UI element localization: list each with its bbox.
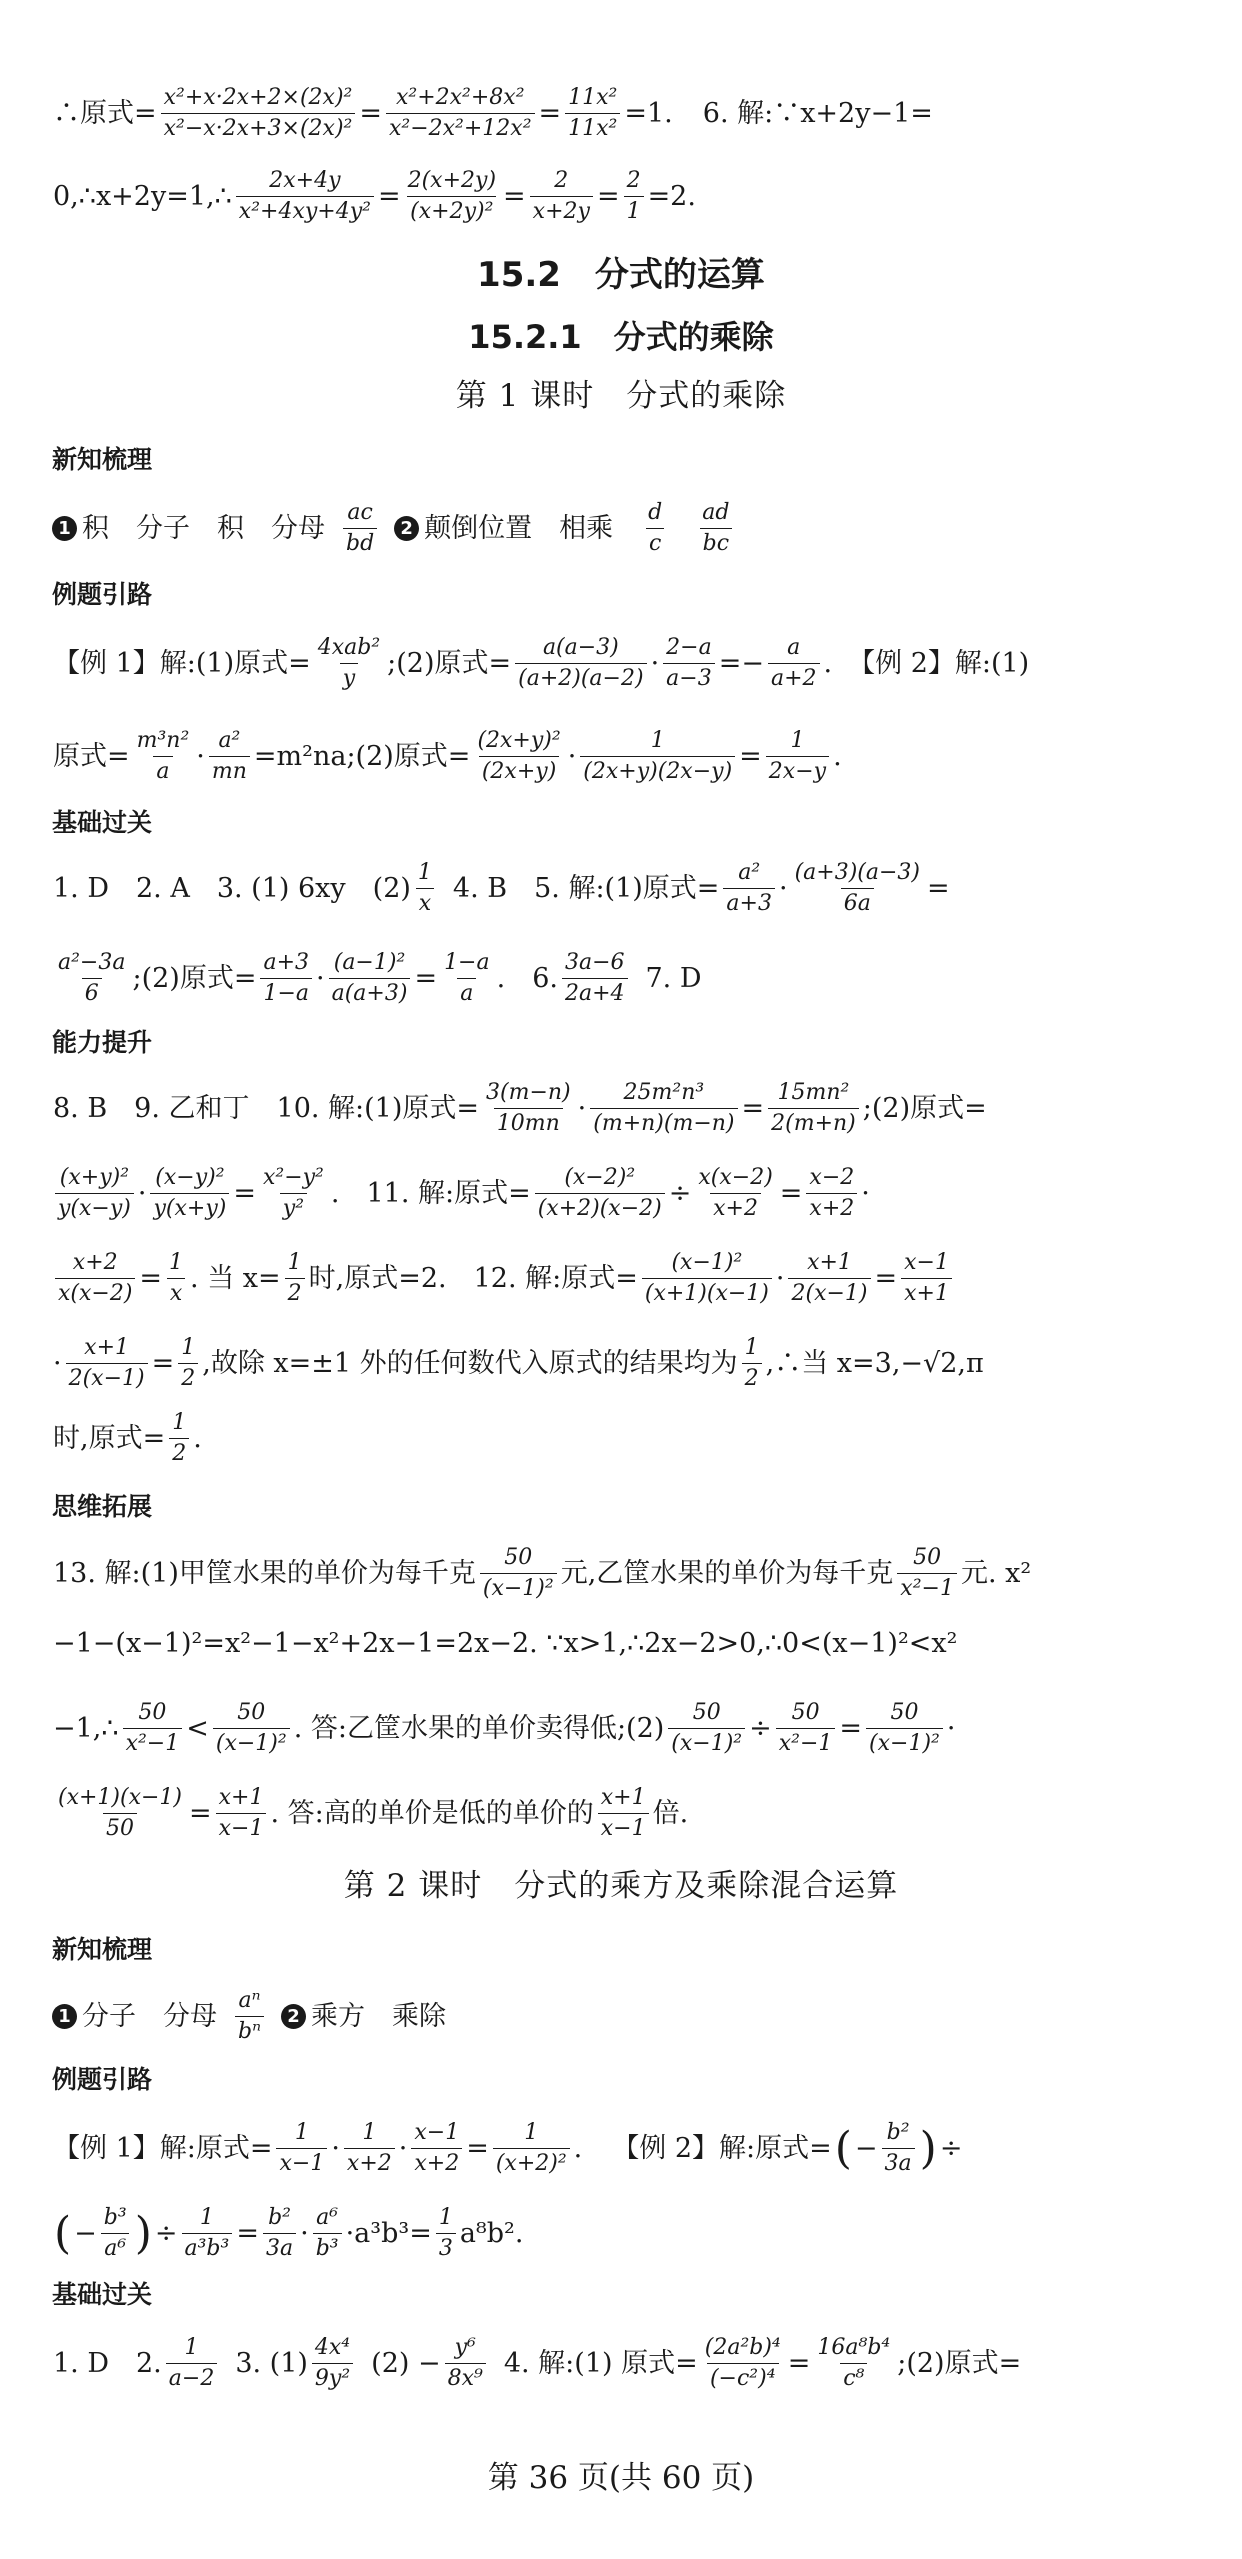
answer-line: · $\frac{x+1}{2(x-1)}$ = $\frac{1}{2}$ ,故除 x=±1 外的任何数代入原式的结果均为 $\frac{1}{2}$ ,∴当 x=3,−√2,π [53,1335,984,1392]
section-title: 15.2 分式的运算 [477,255,765,295]
label-xinzhi: 新知梳理 [52,445,153,474]
answer-line: $\frac{x+2}{x(x-2)}$ = $\frac{1}{x}$ . 当 x= $\frac{1}{2}$ 时,原式=2. 12. 解:原式= $\frac{\text{(x−1)²}}{(x+1)(x-1)}$ · $\frac{x+1}{2(x-1)}$ = $\frac{x-1}{x+1}$ [52,1250,1202,1308]
circled-two-icon: 2 [281,2004,306,2029]
answer-line: 时,原式= $\frac{1}{2}$ . [53,1410,202,1467]
page-number: 第 36 页(共 60 页) [487,2460,755,2496]
answer-line: −1−(x−1)²=x²−1−x²+2x−1=2x−2. ∵x>1,∴2x−2>0,∴0<(x−1)²<x² [53,1628,958,1659]
answer-line: $\frac{\text{(x+y)²}}{y(x-y)}$ · $\frac{\text{(x−y)²}}{y(x+y)}$ = $\frac{\text{x²−y²}}{\text{y²}}$ . 11. 解:原式= $\frac{\text{(x−2)²}}{(x+2)(x-2)}$ ÷ $\frac{x(x-2)}{x+2}$ = $\frac{x-2}{x+2}$ · [52,1165,1202,1223]
circled-two-icon: 2 [394,516,419,541]
circled-one-icon: 1 [52,516,77,541]
lesson-title: 第 2 课时 分式的乘方及乘除混合运算 [343,1868,899,1904]
answer-line: 【例 1】解:(1)原式= $\frac{\text{4xab²}}{y}$ ;(2)原式= $\frac{a(a-3)}{(a+2)(a-2)}$ · $\frac{2-a}{a-3}$ =− $\frac{a}{a+2}$ . 【例 2】解:(1) [53,635,1030,692]
answer-line: $\frac{\text{a²−3a}}{6}$ ;(2)原式= $\frac{a+3}{1-a}$ · $\frac{\text{(a−1)²}}{a(a+3)}$ = $\frac{1-a}{a}$ . 6. $\frac{3a-6}{2a+4}$ 7. D [58,950,702,1007]
label-jichu: 基础过关 [52,2280,153,2309]
circled-one-icon: 1 [52,2004,77,2029]
label-nengli: 能力提升 [52,1028,153,1057]
fraction: $\frac{\text{x²+2x²+8x²}}{\text{x²−2x²+12x²}}$ [386,85,535,143]
fraction: $\frac{\text{11x²}}{\text{11x²}}$ [565,85,620,143]
subsection-title: 15.2.1 分式的乘除 [468,318,774,356]
fraction: $\frac{\text{x²+x·2x+2×(2x)²}}{\text{x²−x·2x+3×(2x)²}}$ [161,85,356,143]
answer-line: $\frac{(x+1)(x-1)}{50}$ = $\frac{x+1}{x-1}$ . 答:高的单价是低的单价的 $\frac{x+1}{x-1}$ 倍. [58,1785,689,1842]
answer-line: 1. D 2. A 3. (1) 6xy (2) $\frac{1}{x}$ 4. B 5. 解:(1)原式= $\frac{\text{a²}}{a+3}$ · $\frac{(a+3)(a-3)}{6a}$ = [53,860,950,917]
label-jichu: 基础过关 [52,808,153,837]
label-xinzhi: 新知梳理 [52,1935,153,1964]
label-liti: 例题引路 [52,2065,153,2094]
answer-line: 【例 1】解:原式= $\frac{1}{x-1}$ · $\frac{1}{x+2}$ · $\frac{x-1}{x+2}$ = $\frac{1}{\text{(x+2)²}}$ . 【例 2】解:原式= ( − $\frac{\text{b²}}{3a}$ ) ÷ [53,2120,963,2177]
answer-line: 1 积 分子 积 分母 $\frac{ac}{bd}$ 2 颠倒位置 相乘 $\frac{d}{c}$ $\frac{ad}{bc}$ [52,500,1202,558]
lesson-title: 第 1 课时 分式的乘除 [455,378,787,414]
answer-line: 13. 解:(1)甲筐水果的单价为每千克 $\frac{50}{\text{(x−1)²}}$ 元,乙筐水果的单价为每千克 $\frac{50}{\text{x²−1}}$ 元. x² [53,1545,1032,1602]
answer-line: 原式= $\frac{\text{m³n²}}{a}$ · $\frac{\text{a²}}{mn}$ =m²na;(2)原式= $\frac{\text{(2x+y)²}}{(2x+y)}$ · $\frac{1}{(2x+y)(2x-y)}$ = $\frac{1}{2x-y}$ . [53,728,842,785]
text: ∴原式= [53,97,157,129]
answer-line: 1 分子 分母 $\frac{\text{aⁿ}}{\text{bⁿ}}$ 2 乘方 乘除 [52,1988,1202,2046]
solution-line: ∴原式= $\frac{\text{x²+x·2x+2×(2x)²}}{\text{x²−x·2x+3×(2x)²}}$ = $\frac{\text{x²+2x²+8x²}}{\text{x²−2x²+12x²}}$ = $\frac{\text{11x²}}{\text{11x²}}$ =1. 6. 解:∵x+2y−1= [53,85,933,142]
answer-line: 8. B 9. 乙和丁 10. 解:(1)原式= $\frac{3(m-n)}{10mn}$ · $\frac{\text{25m²n³}}{(m+n)(m-n)}$ = $\frac{\text{15mn²}}{2(m+n)}$ ;(2)原式= [53,1080,987,1137]
answer-line: −1,∴ $\frac{50}{\text{x²−1}}$ < $\frac{50}{\text{(x−1)²}}$ . 答:乙筐水果的单价卖得低;(2) $\frac{50}{\text{(x−1)²}}$ ÷ $\frac{50}{\text{x²−1}}$ = $\frac{50}{\text{(x−1)²}}$ · [53,1700,956,1757]
solution-line: 0,∴x+2y=1,∴ $\frac{2x+4y}{\text{x²+4xy+4y²}}$ = $\frac{2(x+2y)}{\text{(x+2y)²}}$ = $\frac{2}{x+2y}$ = $\frac{2}{1}$ =2. [53,168,696,225]
answer-line: ( − $\frac{\text{b³}}{\text{a⁶}}$ ) ÷ $\frac{1}{\text{a³b³}}$ = $\frac{\text{b²}}{3a}$ · $\frac{\text{a⁶}}{\text{b³}}$ ·a³b³= $\frac{1}{3}$ a⁸b². [54,2205,524,2262]
label-siwei: 思维拓展 [52,1492,153,1521]
answer-line: 1. D 2. $\frac{1}{a-2}$ 3. (1) $\frac{\text{4x⁴}}{\text{9y²}}$ (2) − $\frac{\text{y⁶}}{\text{8x⁹}}$ 4. 解:(1) 原式= $\frac{\text{(2a²b)⁴}}{\text{(−c²)⁴}}$ = $\frac{\text{16a⁸b⁴}}{\text{c⁸}}$ ;(2)原式= [53,2335,1022,2392]
label-liti: 例题引路 [52,580,153,609]
